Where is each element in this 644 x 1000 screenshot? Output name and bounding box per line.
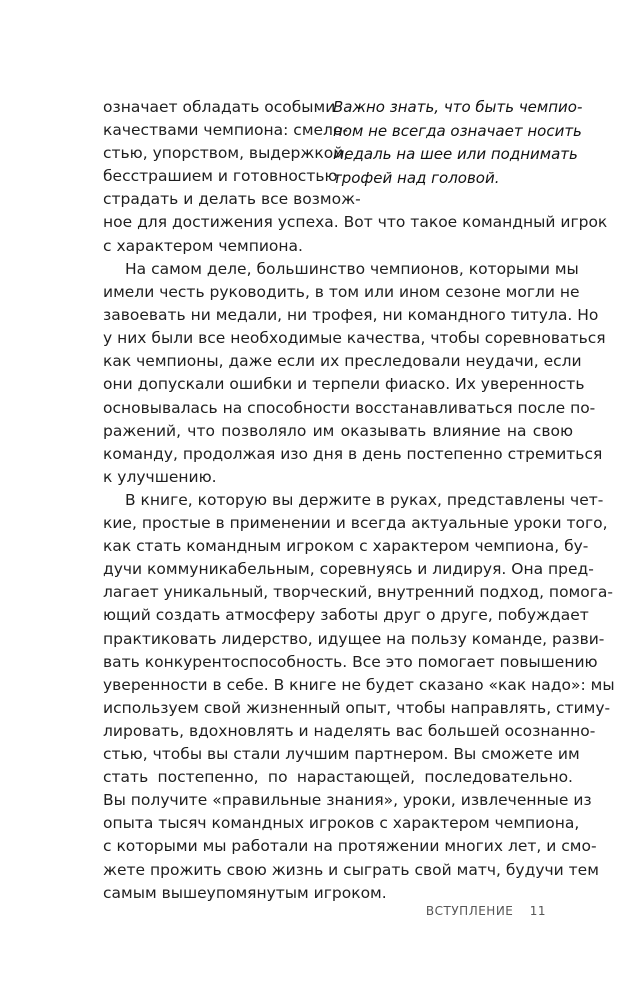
- text-line: дучи коммуникабельным, соревнуясь и лидируя. Она пред-: [103, 560, 594, 579]
- text-line: как стать командным игроком с характером чемпиона, бу-: [103, 537, 589, 556]
- text-line: ражений, что позволяло им оказывать влияние на свою: [103, 421, 573, 440]
- pull-quote-line: трофей над головой.: [333, 168, 500, 187]
- text-line: В книге, которую вы держите в руках, представлены чет-: [125, 491, 604, 509]
- text-line: кие, простые в применении и всегда актуальные уроки того,: [103, 514, 608, 533]
- text-line: они допускали ошибки и терпели фиаско. Их уверенность: [103, 375, 585, 394]
- text-line: Вы получите «правильные знания», уроки, извлеченные из: [103, 791, 592, 810]
- text-line: с характером чемпиона.: [103, 236, 303, 255]
- text-line: у них были все необходимые качества, чтобы соревноваться: [103, 329, 606, 348]
- text-line: стью, чтобы вы стали лучшим партнером. Вы сможете им: [103, 745, 580, 764]
- text-line: основывалась на способности восстанавливаться после по-: [103, 398, 596, 417]
- paragraph-champions: [103, 258, 606, 489]
- text-line: уверенности в себе. В книге не будет сказано «как надо»: мы: [103, 675, 615, 694]
- text-line: стать постепенно, по нарастающей, последовательно.: [103, 768, 573, 787]
- text-line: используем свой жизненный опыт, чтобы направлять, стиму-: [103, 698, 611, 717]
- text-line: завоевать ни медали, ни трофея, ни командного титула. Но: [103, 306, 599, 325]
- text-line: лагает уникальный, творческий, внутренний подход, помога-: [103, 583, 613, 602]
- running-footer: [426, 904, 546, 918]
- text-line: означает обладать особыми: [103, 98, 336, 116]
- text-line: опыта тысяч командных игроков с характером чемпиона,: [103, 814, 580, 833]
- text-line: жете прожить свою жизнь и сыграть свой матч, будучи тем: [103, 860, 599, 879]
- text-line: с которыми мы работали на протяжении многих лет, и смо-: [103, 837, 597, 856]
- text-line: страдать и делать все возмож-: [103, 190, 361, 209]
- text-line: практиковать лидерство, идущее на пользу команде, разви-: [103, 629, 605, 648]
- pull-quote-line: ном не всегда означает носить: [333, 121, 582, 140]
- text-line: лировать, вдохновлять и наделять вас большей осознанно-: [103, 721, 596, 740]
- text-line: ное для достижения успеха. Вот что такое командный игрок: [103, 213, 608, 232]
- text-line: бесстрашием и готовностью: [103, 167, 338, 186]
- text-line: самым вышеупомянутым игроком.: [103, 883, 387, 902]
- text-line: имели честь руководить, в том или ином сезоне могли не: [103, 283, 580, 302]
- text-line: качествами чемпиона: смело-: [103, 121, 349, 140]
- paragraph-book: [103, 489, 615, 905]
- text-line: На самом деле, большинство чемпионов, которыми мы: [125, 260, 579, 278]
- text-line: команду, продолжая изо дня в день постепенно стремиться: [103, 444, 603, 463]
- text-line: вать конкурентоспособность. Все это помогает повышению: [103, 652, 598, 671]
- text-line: как чемпионы, даже если их преследовали неудачи, если: [103, 352, 582, 371]
- page-number: 11: [529, 904, 546, 918]
- text-line: к улучшению.: [103, 467, 217, 486]
- pull-quote-line: медаль на шее или поднимать: [333, 145, 578, 163]
- pull-quote-line: Важно знать, что быть чемпио-: [333, 98, 583, 116]
- text-line: стью, упорством, выдержкой,: [103, 144, 349, 163]
- section-title: ВСТУПЛЕНИЕ: [425, 904, 514, 918]
- text-line: ющий создать атмосферу заботы друг о друге, побуждает: [103, 606, 589, 625]
- body-text: [103, 96, 608, 258]
